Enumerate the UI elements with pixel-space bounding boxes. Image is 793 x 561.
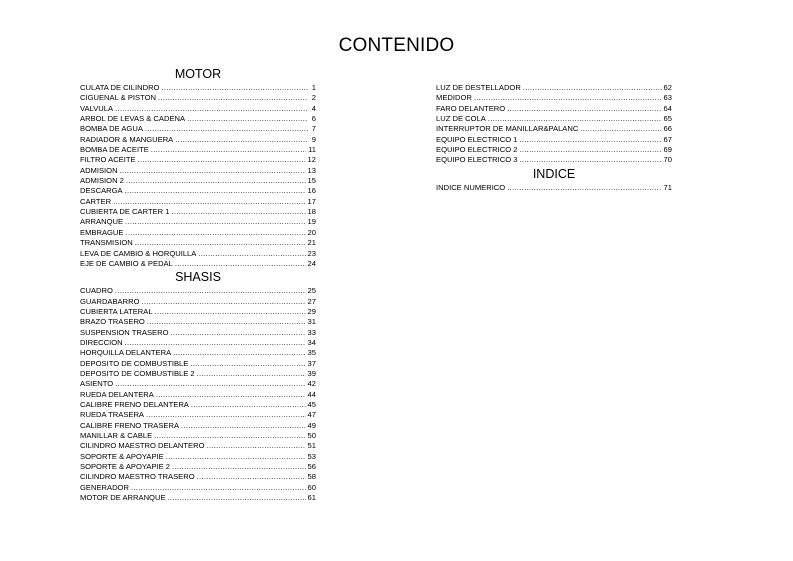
toc-entry-label: ASIENTO bbox=[80, 379, 114, 389]
toc-entry-label: BOMBA DE AGUA bbox=[80, 124, 143, 134]
dot-leader bbox=[161, 83, 308, 93]
toc-entry-page-number: 25 bbox=[307, 286, 316, 296]
toc-entry bbox=[80, 483, 316, 493]
toc-entry-label: ADMISION bbox=[80, 165, 118, 175]
toc-entry bbox=[80, 328, 316, 338]
toc-entry bbox=[80, 348, 316, 358]
toc-entry-label: EQUIPO ELECTRICO 2 bbox=[436, 145, 518, 155]
dot-leader bbox=[115, 104, 308, 114]
toc-entry bbox=[80, 186, 316, 196]
toc-entry-page-number: 17 bbox=[307, 196, 316, 206]
toc-left-column bbox=[80, 66, 316, 503]
toc-entry-label: FARO DELANTERO bbox=[436, 103, 506, 113]
dot-leader bbox=[155, 307, 306, 317]
toc-entry-label: CILINDRO MAESTRO DELANTERO bbox=[80, 441, 205, 451]
toc-entry-page-number: 31 bbox=[307, 317, 316, 327]
toc-entry-page-number: 7 bbox=[311, 124, 316, 134]
dot-leader bbox=[131, 483, 306, 493]
toc-entry-page-number: 50 bbox=[307, 431, 316, 440]
toc-entry-label: TRANSMISION bbox=[80, 238, 133, 248]
toc-entry-label: CIGUENAL & PISTON bbox=[80, 93, 156, 103]
toc-entry bbox=[80, 431, 316, 441]
toc-entry-label: BOMBA DE ACEITE bbox=[80, 145, 149, 155]
toc-entry bbox=[80, 452, 316, 462]
toc-entry bbox=[80, 249, 316, 259]
toc-entry-page-number: 23 bbox=[307, 248, 316, 258]
toc-entry bbox=[436, 104, 672, 114]
toc-entry-label: EQUIPO ELECTRICO 1 bbox=[436, 134, 518, 144]
toc-entry-label: DEPOSITO DE COMBUSTIBLE bbox=[80, 358, 189, 368]
toc-entry bbox=[80, 83, 316, 93]
dot-leader bbox=[142, 297, 306, 307]
toc-entry-label: INDICE NUMERICO bbox=[436, 182, 506, 192]
dot-leader bbox=[507, 183, 661, 193]
dot-leader bbox=[156, 390, 306, 400]
toc-entry bbox=[80, 400, 316, 410]
toc-entry-label: VALVULA bbox=[80, 103, 114, 113]
dot-leader bbox=[138, 155, 306, 165]
toc-entry-page-number: 47 bbox=[307, 410, 316, 420]
toc-entry-page-number: 56 bbox=[307, 462, 316, 472]
dot-leader bbox=[126, 176, 306, 186]
toc-entry bbox=[80, 317, 316, 327]
dot-leader bbox=[171, 207, 305, 217]
toc-entry-page-number: 42 bbox=[307, 379, 316, 389]
toc-entry-label: MANILLAR & CABLE bbox=[80, 431, 153, 440]
toc-entry-page-number: 20 bbox=[307, 227, 316, 237]
toc-entry bbox=[80, 307, 316, 317]
dot-leader bbox=[507, 104, 661, 114]
dot-leader bbox=[125, 217, 306, 227]
toc-entry bbox=[80, 410, 316, 420]
toc-entry-page-number: 65 bbox=[663, 114, 672, 124]
toc-entry-page-number: 67 bbox=[663, 134, 672, 144]
dot-leader bbox=[125, 228, 305, 238]
dot-leader bbox=[147, 317, 306, 327]
toc-entry bbox=[80, 217, 316, 227]
dot-leader bbox=[135, 238, 306, 248]
toc-entry bbox=[436, 93, 672, 103]
dot-leader bbox=[175, 135, 308, 145]
toc-entry-label: CUBIERTA LATERAL bbox=[80, 306, 153, 316]
section-list-motor bbox=[80, 83, 316, 269]
toc-entry bbox=[436, 145, 672, 155]
dot-leader bbox=[519, 145, 661, 155]
section-heading-indice: INDICE bbox=[532, 166, 576, 181]
toc-entry-label: LUZ DE DESTELLADOR bbox=[436, 83, 521, 92]
toc-entry bbox=[80, 369, 316, 379]
toc-entry bbox=[80, 421, 316, 431]
toc-entry-page-number: 51 bbox=[307, 441, 316, 451]
toc-entry bbox=[436, 114, 672, 124]
toc-entry-page-number: 58 bbox=[307, 472, 316, 482]
toc-entry bbox=[436, 83, 672, 93]
dot-leader bbox=[488, 114, 662, 124]
toc-entry-label: GENERADOR bbox=[80, 482, 129, 492]
toc-entry-page-number: 33 bbox=[307, 327, 316, 337]
toc-entry bbox=[80, 359, 316, 369]
toc-entry-label: ADMISION 2 bbox=[80, 176, 124, 186]
dot-leader bbox=[197, 369, 306, 379]
toc-entry-label: MOTOR DE ARRANQUE bbox=[80, 493, 166, 503]
toc-entry-page-number: 44 bbox=[307, 389, 316, 399]
dot-leader bbox=[151, 145, 306, 155]
toc-entry bbox=[436, 135, 672, 145]
toc-entry-label: ARBOL DE LEVAS & CADENA bbox=[80, 114, 186, 124]
toc-entry-label: INTERRUPTOR DE MANILLAR&PALANC bbox=[436, 124, 579, 134]
dot-leader bbox=[580, 124, 661, 134]
toc-entry-label: LEVA DE CAMBIO & HORQUILLA bbox=[80, 248, 197, 258]
dot-leader bbox=[115, 286, 306, 296]
dot-leader bbox=[175, 259, 306, 269]
toc-entry-page-number: 27 bbox=[307, 296, 316, 306]
toc-entry-page-number: 29 bbox=[307, 306, 316, 316]
toc-entry-label: RUEDA TRASERA bbox=[80, 410, 145, 420]
toc-entry-page-number: 69 bbox=[663, 145, 672, 155]
toc-entry-page-number: 24 bbox=[307, 258, 316, 268]
toc-entry-page-number: 9 bbox=[311, 134, 316, 144]
dot-leader bbox=[166, 452, 306, 462]
toc-entry-label: DEPOSITO DE COMBUSTIBLE 2 bbox=[80, 368, 195, 378]
toc-entry-page-number: 35 bbox=[307, 348, 316, 358]
toc-entry-label: SOPORTE & APOYAPIE 2 bbox=[80, 462, 171, 472]
toc-entry bbox=[80, 472, 316, 482]
dot-leader bbox=[474, 93, 662, 103]
toc-entry-label: CALIBRE FRENO DELANTERA bbox=[80, 399, 189, 409]
dot-leader bbox=[181, 421, 306, 431]
toc-entry-page-number: 18 bbox=[307, 207, 316, 217]
toc-entry bbox=[80, 462, 316, 472]
toc-entry-page-number: 37 bbox=[307, 358, 316, 368]
dot-leader bbox=[125, 338, 306, 348]
dot-leader bbox=[206, 441, 305, 451]
dot-leader bbox=[145, 124, 308, 134]
toc-entry-label: FILTRO ACEITE bbox=[80, 155, 136, 165]
toc-entry-label: EMBRAGUE bbox=[80, 227, 124, 237]
toc-entry bbox=[80, 493, 316, 503]
toc-entry bbox=[80, 390, 316, 400]
dot-leader bbox=[519, 155, 661, 165]
toc-entry bbox=[80, 379, 316, 389]
dot-leader bbox=[519, 135, 661, 145]
dot-leader bbox=[168, 493, 306, 503]
toc-entry bbox=[80, 135, 316, 145]
toc-entry-label: EJE DE CAMBIO & PEDAL bbox=[80, 258, 173, 268]
dot-leader bbox=[172, 462, 306, 472]
toc-entry-page-number: 71 bbox=[663, 182, 672, 192]
toc-entry bbox=[80, 104, 316, 114]
toc-entry-label: CUADRO bbox=[80, 286, 113, 296]
toc-entry-page-number: 53 bbox=[307, 451, 316, 461]
section-heading-motor: MOTOR bbox=[174, 67, 222, 81]
dot-leader bbox=[523, 83, 662, 93]
toc-entry-page-number: 2 bbox=[311, 93, 316, 103]
toc-entry-page-number: 16 bbox=[307, 186, 316, 196]
dot-leader bbox=[158, 93, 308, 103]
toc-entry-label: HORQUILLA DELANTERA bbox=[80, 348, 172, 358]
toc-entry-label: SUSPENSION TRASERO bbox=[80, 327, 169, 337]
dot-leader bbox=[125, 186, 306, 196]
toc-entry bbox=[80, 207, 316, 217]
toc-entry-label: CILINDRO MAESTRO TRASERO bbox=[80, 472, 195, 482]
toc-entry-page-number: 61 bbox=[307, 493, 316, 503]
toc-entry bbox=[80, 197, 316, 207]
toc-entry-label: CARTER bbox=[80, 196, 112, 206]
toc-entry-page-number: 39 bbox=[307, 368, 316, 378]
toc-entry-page-number: 13 bbox=[307, 165, 316, 175]
toc-entry-label: DESCARGA bbox=[80, 186, 123, 196]
dot-leader bbox=[146, 410, 306, 420]
toc-entry bbox=[80, 155, 316, 165]
toc-entry bbox=[80, 238, 316, 248]
toc-entry-page-number: 6 bbox=[311, 114, 316, 124]
dot-leader bbox=[115, 379, 305, 389]
section-list-electrico bbox=[436, 83, 672, 166]
toc-entry bbox=[80, 286, 316, 296]
toc-entry bbox=[436, 124, 672, 134]
dot-leader bbox=[170, 328, 305, 338]
toc-entry bbox=[436, 183, 672, 193]
toc-entry bbox=[80, 259, 316, 269]
page-title: CONTENIDO bbox=[338, 35, 455, 56]
toc-entry bbox=[80, 338, 316, 348]
toc-entry-page-number: 45 bbox=[307, 399, 316, 409]
toc-entry-label: CULATA DE CILINDRO bbox=[80, 83, 160, 92]
toc-entry-page-number: 64 bbox=[663, 103, 672, 113]
toc-entry-page-number: 11 bbox=[308, 145, 316, 155]
toc-entry bbox=[80, 114, 316, 124]
toc-entry-page-number: 4 bbox=[311, 103, 316, 113]
toc-entry-page-number: 63 bbox=[663, 93, 672, 103]
dot-leader bbox=[154, 431, 305, 441]
toc-entry-label: DIRECCION bbox=[80, 337, 123, 347]
dot-leader bbox=[113, 197, 305, 207]
toc-entry-page-number: 12 bbox=[307, 155, 316, 165]
toc-entry bbox=[436, 155, 672, 165]
toc-entry-label: CUBIERTA DE CARTER 1 bbox=[80, 207, 170, 217]
toc-entry-page-number: 62 bbox=[663, 83, 672, 92]
toc-entry-page-number: 1 bbox=[311, 83, 316, 92]
dot-leader bbox=[197, 472, 306, 482]
toc-entry-label: LUZ DE COLA bbox=[436, 114, 486, 124]
toc-entry bbox=[80, 176, 316, 186]
toc-entry-label: RADIADOR & MANGUERA bbox=[80, 134, 174, 144]
toc-entry bbox=[80, 441, 316, 451]
toc-entry-page-number: 66 bbox=[663, 124, 672, 134]
section-heading-shasis: SHASIS bbox=[175, 270, 221, 285]
toc-entry-label: SOPORTE & APOYAPIE bbox=[80, 451, 164, 461]
toc-entry-label: EQUIPO ELECTRICO 3 bbox=[436, 155, 518, 165]
toc-entry-label: MEDIDOR bbox=[436, 93, 472, 103]
toc-entry-label: GUARDABARRO bbox=[80, 296, 140, 306]
toc-entry-page-number: 70 bbox=[663, 155, 672, 165]
toc-entry bbox=[80, 93, 316, 103]
dot-leader bbox=[190, 359, 305, 369]
toc-entry bbox=[80, 145, 316, 155]
dot-leader bbox=[191, 400, 306, 410]
toc-entry-label: CALIBRE FRENO TRASERA bbox=[80, 420, 180, 430]
toc-entry-page-number: 15 bbox=[307, 176, 316, 186]
dot-leader bbox=[173, 348, 305, 358]
toc-entry bbox=[80, 124, 316, 134]
toc-entry bbox=[80, 297, 316, 307]
toc-entry-page-number: 60 bbox=[307, 482, 316, 492]
toc-entry-page-number: 21 bbox=[307, 238, 316, 248]
dot-leader bbox=[198, 249, 305, 259]
toc-entry-page-number: 34 bbox=[307, 337, 316, 347]
section-list-shasis bbox=[80, 286, 316, 503]
toc-entry-label: RUEDA DELANTERA bbox=[80, 389, 154, 399]
toc-entry bbox=[80, 166, 316, 176]
toc-entry-page-number: 49 bbox=[307, 420, 316, 430]
toc-right-column bbox=[436, 83, 672, 193]
toc-entry-page-number: 19 bbox=[307, 217, 316, 227]
toc-entry bbox=[80, 228, 316, 238]
dot-leader bbox=[187, 114, 308, 124]
dot-leader bbox=[120, 166, 306, 176]
toc-entry-label: ARRANQUE bbox=[80, 217, 124, 227]
toc-entry-label: BRAZO TRASERO bbox=[80, 317, 145, 327]
section-list-indice bbox=[436, 183, 672, 193]
